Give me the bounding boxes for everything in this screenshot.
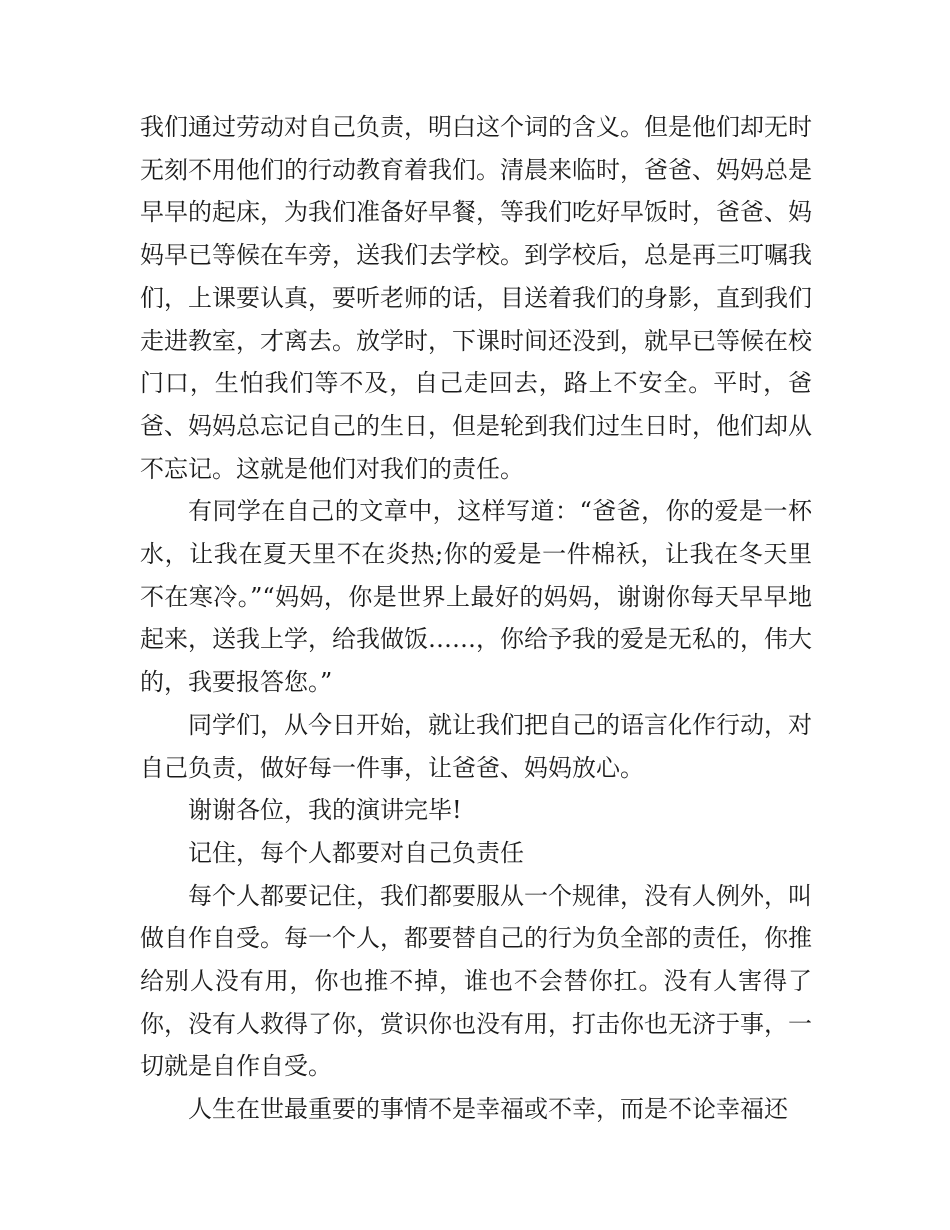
paragraph-1: 我们通过劳动对自己负责，明白这个词的含义。但是他们却无时无刻不用他们的行动教育着我们。清晨来临时，爸爸、妈妈总是早早的起床，为我们准备好早餐，等我们吃好早饭时，爸爸、妈妈早已等候在车旁，送我们去学校。到学校后，总是再三叮嘱我们，上课要认真，要听老师的话，目送着我们的身影，直到我们走进教室，才离去。放学时，下课时间还没到，就早已等候在校门口，生怕我们等不及，自己走回去，路上不安全。平时，爸爸、妈妈总忘记自己的生日，但是轮到我们过生日时，他们却从不忘记。这就是他们对我们的责任。 [140,113,812,483]
paragraph-5: 每个人都要记住，我们都要服从一个规律，没有人例外，叫做自作自受。每一个人，都要替自己的行为负全部的责任，你推给别人没有用，你也推不掉，谁也不会替你扛。没有人害得了你，没有人救得了你，赏识你也没有用，打击你也无济于事，一切就是自作自受。 [140,881,812,1081]
section-heading: 记住，每个人都要对自己负责任 [188,838,524,867]
document-body [140,106,812,1131]
paragraph-4: 谢谢各位，我的演讲完毕! [188,796,462,825]
paragraph-3: 同学们，从今日开始，就让我们把自己的语言化作行动，对自己负责，做好每一件事，让爸爸、妈妈放心。 [140,710,812,782]
paragraph-6: 人生在世最重要的事情不是幸福或不幸，而是不论幸福还 [188,1095,788,1124]
paragraph-2: 有同学在自己的文章中，这样写道：“爸爸，你的爱是一杯水，让我在夏天里不在炎热;你的爱是一件棉袄，让我在冬天里不在寒冷。”“妈妈，你是世界上最好的妈妈，谢谢你每天早早地起来，送我上学，给我做饭……，你给予我的爱是无私的，伟大的，我要报答您。” [140,497,812,697]
